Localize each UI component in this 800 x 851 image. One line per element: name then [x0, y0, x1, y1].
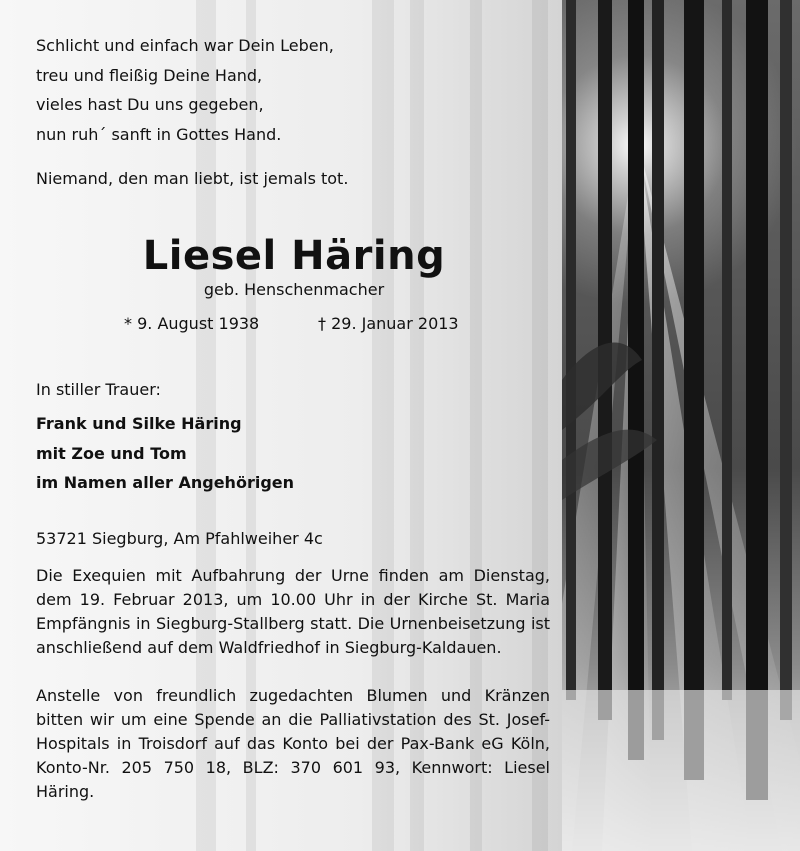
birth-date: * 9. August 1938	[124, 314, 260, 333]
mourning-heading: In stiller Trauer:	[36, 380, 161, 399]
death-date: † 29. Januar 2013	[318, 314, 459, 333]
deceased-name: Liesel Häring	[142, 233, 446, 279]
quote: Niemand, den man liebt, ist jemals tot.	[36, 169, 349, 188]
poem	[36, 33, 334, 151]
poem-line: Schlicht und einfach war Dein Leben,	[36, 36, 334, 55]
poem-line: vieles hast Du uns gegeben,	[36, 95, 264, 114]
forest-photo	[562, 0, 800, 851]
poem-line: treu und fleißig Deine Hand,	[36, 65, 263, 85]
mourners-list	[36, 411, 294, 500]
mourner-line: im Namen aller Angehörigen	[36, 473, 295, 492]
poem-line: nun ruh´ sanft in Gottes Hand.	[36, 124, 282, 144]
service-paragraph: Die Exequien mit Aufbahrung der Urne finden am Dienstag, dem 19. Februar 2013, um 10.00 Uhr in der Kirche St. Maria Empfängnis in Siegburg-Stallberg statt. Die Urnenbeisetzung ist anschließend auf dem Waldfriedhof in Siegburg-Kaldauen.	[36, 566, 550, 657]
mourner-line: mit Zoe und Tom	[36, 443, 187, 463]
forest-trees-graphic	[562, 0, 800, 851]
address: 53721 Siegburg, Am Pfahlweiher 4c	[36, 529, 323, 548]
donation-paragraph: Anstelle von freundlich zugedachten Blumen und Kränzen bitten wir um eine Spende an die Palliativstation des St. Josef-Hospitals in Troisdorf auf das Konto bei der Pax-Bank eG Köln, Konto-Nr. 205 750 18, BLZ: 370 601 93, Kennwort: Liesel Häring.	[36, 686, 550, 801]
birth-name: geb. Henschenmacher	[203, 280, 385, 299]
mourner-line: Frank und Silke Häring	[36, 414, 242, 433]
